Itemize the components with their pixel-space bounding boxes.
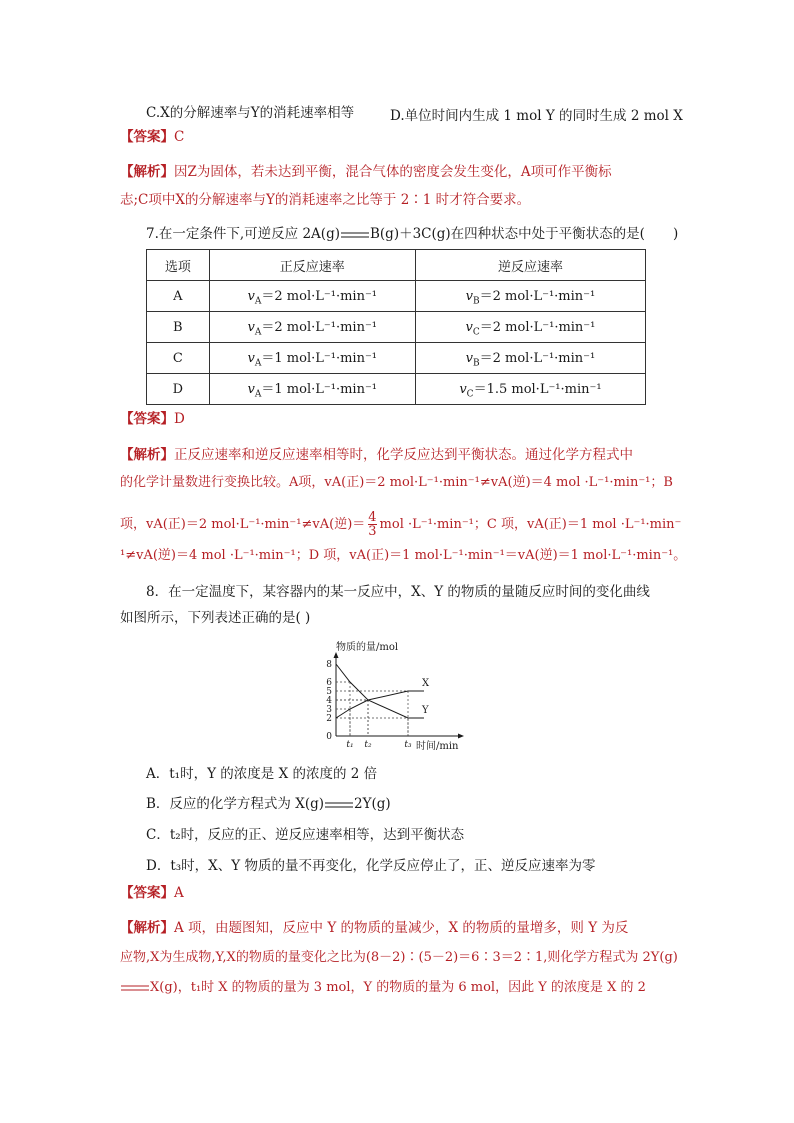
rate-symbol: v bbox=[465, 351, 473, 367]
rate-symbol: v bbox=[247, 382, 255, 398]
table-header-cell: 逆反应速率 bbox=[415, 250, 645, 281]
x-axis-label: 时间/min bbox=[416, 741, 459, 752]
analysis-top-line1 bbox=[120, 163, 612, 181]
table-cell-option: D bbox=[147, 374, 210, 405]
table-header-cell: 选项 bbox=[147, 250, 210, 281]
equilibrium-arrow-icon bbox=[120, 983, 150, 993]
series-label-y: Y bbox=[422, 705, 429, 716]
table-cell-option: C bbox=[147, 343, 210, 374]
rate-subscript: A bbox=[254, 358, 262, 369]
q8-stem-line1: 8．在一定温度下，某容器内的某一反应中，X、Y 的物质的量随反应时间的变化曲线 bbox=[146, 584, 650, 600]
answer-row-top bbox=[120, 128, 184, 146]
q7-answer-row bbox=[120, 410, 185, 428]
equilibrium-arrow-icon bbox=[340, 230, 370, 240]
rate-subscript: C bbox=[472, 327, 480, 338]
analysis-label: 【解析】 bbox=[120, 920, 174, 936]
rate-symbol: v bbox=[247, 320, 255, 336]
rate-value: ＝2 mol·L⁻¹·min⁻¹ bbox=[261, 289, 378, 305]
answer-value: D bbox=[174, 411, 185, 427]
q8-option-b bbox=[146, 795, 391, 813]
q7-stem-part-c: ) bbox=[672, 226, 679, 242]
series-label-x: X bbox=[422, 678, 430, 689]
analysis-text: 项，vA(正)＝2 mol·L⁻¹·min⁻¹≠vA(逆)＝ bbox=[120, 517, 366, 532]
rate-value: ＝2 mol·L⁻¹·min⁻¹ bbox=[479, 351, 596, 367]
analysis-text: 正反应速率和逆反应速率相等时，化学反应达到平衡状态。通过化学方程式中 bbox=[174, 447, 633, 463]
y-tick-label: 6 bbox=[326, 678, 332, 688]
analysis-label: 【解析】 bbox=[120, 164, 174, 180]
rate-symbol: v bbox=[247, 351, 255, 367]
rate-symbol: v bbox=[465, 320, 473, 336]
q7-analysis-line2: 的化学计量数进行变换比较。A项，vA(正)＝2 mol·L⁻¹·min⁻¹≠vA(逆)＝4 mol ·L⁻¹·min⁻¹；B bbox=[120, 475, 673, 490]
x-tick-label: t₃ bbox=[404, 740, 412, 750]
fraction-denominator: 3 bbox=[368, 524, 377, 539]
q8-analysis-line2: 应物,X为生成物,Y,X的物质的量变化之比为(8－2)∶(5－2)＝6∶3＝2∶1,则化学方程式为 2Y(g) bbox=[120, 950, 678, 965]
table-cell-reverse bbox=[415, 281, 645, 312]
y-tick-label: 8 bbox=[326, 660, 332, 670]
analysis-label: 【解析】 bbox=[120, 447, 174, 463]
table-header-cell: 正反应速率 bbox=[209, 250, 415, 281]
rate-value: ＝2 mol·L⁻¹·min⁻¹ bbox=[479, 289, 596, 305]
option-c: C.X的分解速率与Y的消耗速率相等 bbox=[146, 105, 355, 121]
x-axis-arrow-icon bbox=[458, 734, 464, 739]
table-cell-reverse bbox=[415, 312, 645, 343]
rates-table bbox=[146, 249, 646, 405]
q7-stem-part-b: B(g)＋3C(g)在四种状态中处于平衡状态的是( bbox=[369, 226, 645, 242]
q8-stem-line2: 如图所示，下列表述正确的是( ) bbox=[120, 610, 311, 626]
rate-subscript: C bbox=[466, 389, 474, 400]
amount-time-chart bbox=[320, 636, 470, 754]
rate-symbol: v bbox=[247, 289, 255, 305]
rate-subscript: A bbox=[254, 389, 262, 400]
answer-label: 【答案】 bbox=[120, 129, 174, 145]
analysis-top-line2: 志;C项中X的分解速率与Y的消耗速率之比等于 2∶1 时才符合要求。 bbox=[120, 192, 531, 208]
table-cell-option: B bbox=[147, 312, 210, 343]
fraction bbox=[368, 511, 376, 538]
q7-stem bbox=[146, 225, 678, 243]
option-b-part-b: 2Y(g) bbox=[354, 796, 391, 812]
rate-subscript: A bbox=[254, 327, 262, 338]
analysis-text: X(g)，t₁时 X 的物质的量为 3 mol，Y 的物质的量为 6 mol，因此 Y 的浓度是 X 的 2 bbox=[150, 980, 646, 995]
answer-label: 【答案】 bbox=[120, 885, 174, 901]
rate-value: ＝1 mol·L⁻¹·min⁻¹ bbox=[261, 351, 378, 367]
q8-option-a: A．t₁时，Y 的浓度是 X 的浓度的 2 倍 bbox=[146, 766, 378, 782]
table-cell-forward bbox=[209, 281, 415, 312]
q8-answer-row bbox=[120, 884, 184, 902]
q8-option-d: D．t₃时，X、Y 物质的量不再变化，化学反应停止了，正、逆反应速率为零 bbox=[146, 858, 596, 874]
answer-value: A bbox=[174, 885, 184, 901]
rate-value: ＝2 mol·L⁻¹·min⁻¹ bbox=[261, 320, 378, 336]
y-tick-label: 3 bbox=[326, 705, 332, 715]
table-cell-forward bbox=[209, 374, 415, 405]
q7-analysis-line4: ¹≠vA(逆)＝4 mol ·L⁻¹·min⁻¹；D 项，vA(正)＝1 mol·L⁻¹·min⁻¹＝vA(逆)＝1 mol·L⁻¹·min⁻¹。 bbox=[120, 548, 687, 563]
table-cell-reverse bbox=[415, 343, 645, 374]
q8-analysis-line1 bbox=[120, 919, 628, 937]
rate-subscript: A bbox=[254, 296, 262, 307]
table-header-row bbox=[147, 250, 646, 281]
table-row bbox=[147, 374, 646, 405]
x-tick-label: t₂ bbox=[364, 740, 372, 750]
y-tick-label: 0 bbox=[326, 732, 332, 742]
analysis-text: A 项，由题图知，反应中 Y 的物质的量减少，X 的物质的量增多，则 Y 为反 bbox=[174, 920, 629, 936]
q8-option-c: C．t₂时，反应的正、逆反应速率相等，达到平衡状态 bbox=[146, 827, 465, 843]
q7-stem-part-a: 7.在一定条件下,可逆反应 2A(g) bbox=[146, 226, 340, 242]
y-tick-label: 2 bbox=[326, 714, 332, 724]
option-d-text: D.单位时间内生成 1 mol Y 的同时生成 2 mol X bbox=[390, 108, 683, 124]
table-cell-option: A bbox=[147, 281, 210, 312]
series-line-x bbox=[336, 691, 424, 718]
y-axis-label: 物质的量/mol bbox=[336, 642, 399, 653]
analysis-text: 因Z为固体，若未达到平衡，混合气体的密度会发生变化，A项可作平衡标 bbox=[174, 164, 612, 180]
q7-analysis-line1 bbox=[120, 446, 633, 464]
q8-analysis-line3 bbox=[120, 979, 646, 997]
option-c-text bbox=[146, 104, 354, 122]
rate-symbol: v bbox=[459, 382, 467, 398]
fraction-numerator: 4 bbox=[368, 510, 377, 525]
rate-value: ＝2 mol·L⁻¹·min⁻¹ bbox=[479, 320, 596, 336]
table-row bbox=[147, 312, 646, 343]
x-tick-label: t₁ bbox=[346, 740, 354, 750]
answer-label: 【答案】 bbox=[120, 411, 174, 427]
rate-subscript: B bbox=[473, 296, 480, 307]
table-row bbox=[147, 343, 646, 374]
option-b-part-a: B．反应的化学方程式为 X(g) bbox=[146, 796, 324, 812]
rate-symbol: v bbox=[465, 289, 473, 305]
table-cell-reverse bbox=[415, 374, 645, 405]
rate-value: ＝1 mol·L⁻¹·min⁻¹ bbox=[261, 382, 378, 398]
rate-value: ＝1.5 mol·L⁻¹·min⁻¹ bbox=[473, 382, 602, 398]
analysis-text: mol ·L⁻¹·min⁻¹；C 项，vA(正)＝1 mol ·L⁻¹·min⁻ bbox=[379, 517, 682, 532]
table-cell-forward bbox=[209, 312, 415, 343]
q7-analysis-line3 bbox=[120, 511, 681, 538]
answer-value: C bbox=[174, 129, 185, 145]
y-tick-label: 5 bbox=[326, 687, 332, 697]
table-cell-forward bbox=[209, 343, 415, 374]
rate-subscript: B bbox=[473, 358, 480, 369]
table-row bbox=[147, 281, 646, 312]
equilibrium-arrow-icon bbox=[324, 800, 354, 810]
y-tick-label: 4 bbox=[326, 696, 332, 706]
